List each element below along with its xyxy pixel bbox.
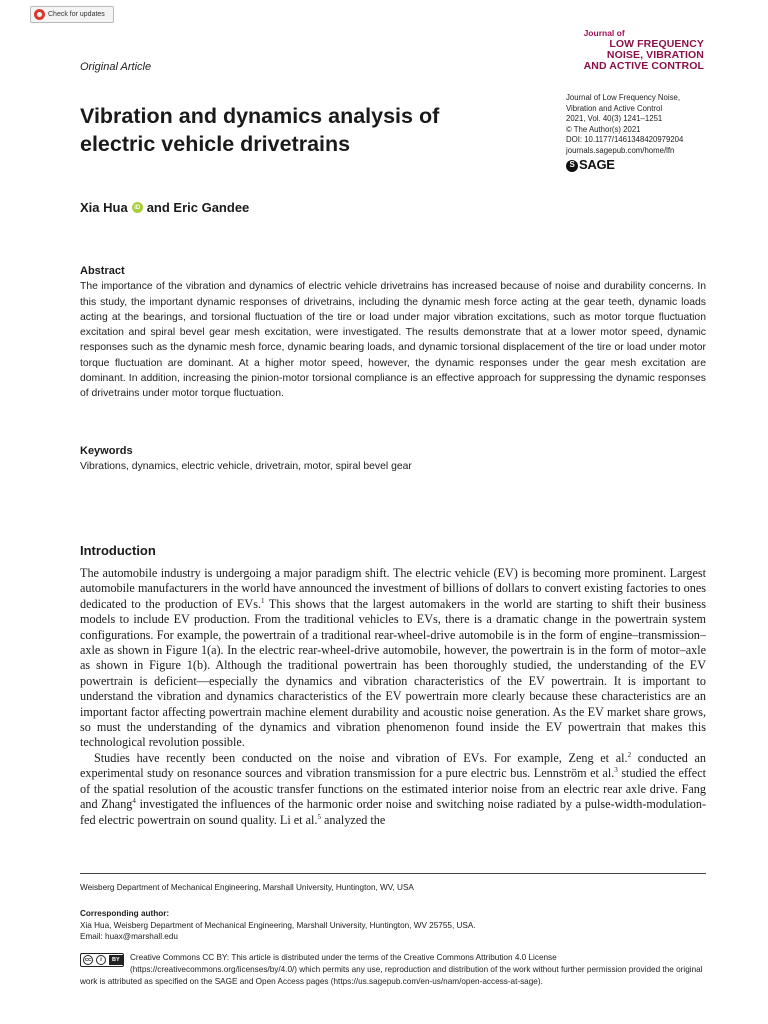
journal-logo-line3: AND ACTIVE CONTROL bbox=[583, 60, 704, 72]
author-coauthor: and Eric Gandee bbox=[146, 200, 250, 215]
journal-info-doi[interactable]: DOI: 10.1177/1461348420979204 bbox=[566, 135, 684, 145]
license-notice bbox=[80, 952, 706, 989]
license-text: Creative Commons CC BY: This article is distributed under the terms of the Creative Commons Attribution 4.0 License (https://creativecommons.org/licenses/by/4.0/) which permits any use, reproduction and distribution of the work without further permission provided the original work is attributed as specified on the SAGE and Open Access pages (https://us.sagepub.com/en-us/nam/open-access-at-sage). bbox=[80, 953, 703, 987]
journal-logo-line1: LOW FREQUENCY bbox=[609, 38, 704, 50]
journal-info-line4: © The Author(s) 2021 bbox=[566, 124, 641, 134]
sage-wordmark: SAGE bbox=[579, 157, 615, 173]
abstract-heading: Abstract bbox=[80, 265, 125, 277]
affiliation: Weisberg Department of Mechanical Engineering, Marshall University, Huntington, WV, USA bbox=[80, 883, 414, 892]
citation-ref[interactable]: 5 bbox=[317, 812, 321, 821]
cc-by-label: BY bbox=[109, 955, 123, 965]
cc-icon: cc bbox=[83, 955, 93, 965]
intro-paragraph bbox=[80, 566, 706, 751]
citation-ref[interactable]: 3 bbox=[614, 766, 618, 775]
author-line bbox=[80, 200, 249, 215]
introduction-heading: Introduction bbox=[80, 543, 156, 558]
journal-logo bbox=[584, 28, 704, 72]
intro-paragraph bbox=[80, 751, 706, 828]
journal-info-line3: 2021, Vol. 40(3) 1241–1251 bbox=[566, 114, 663, 124]
keywords-heading: Keywords bbox=[80, 445, 133, 457]
author-name: Xia Hua bbox=[80, 200, 128, 215]
attribution-icon: i bbox=[96, 955, 106, 965]
keywords-section bbox=[80, 444, 706, 474]
citation-ref[interactable]: 2 bbox=[627, 750, 632, 759]
article-title: Vibration and dynamics analysis of electric vehicle drivetrains bbox=[80, 104, 440, 156]
journal-info-line2: Vibration and Active Control bbox=[566, 103, 663, 113]
corresponding-email[interactable]: Email: huax@marshall.edu bbox=[80, 932, 178, 941]
abstract-text: The importance of the vibration and dynamics of electric vehicle drivetrains has increased because of noise and durability concerns. In this study, the important dynamic responses of drivetrains, including the dynamic mesh force acting at the gear teeth, dynamic loads acting at the bearings, and torsional fluctuation of the tire or load under major vibration excitations, such as motor torque fluctuation excitation and spiral bevel gear mesh excitation, were investigated. The results demonstrate that at a lower motor speed, dynamic responses such as the dynamic mesh force, dynamic bearing loads, and dynamic torsional displacement of the tire or load under motor torque fluctuation are dominant. At a higher motor speed, however, the dynamic responses under the gear mesh excitation are dominant. In addition, increasing the pinion-motor torsional compliance is an effective approach for suppressing the dynamic responses of drivetrains under motor torque fluctuation. bbox=[80, 281, 706, 400]
check-updates-label: Check for updates bbox=[48, 11, 105, 18]
intro-text: investigated the influences of the harmonic order noise and switching noise radiated by a pulse-width-modulation-fed electric powertrain on sound quality. Li et al. bbox=[80, 797, 707, 827]
citation-ref[interactable]: 4 bbox=[132, 797, 136, 806]
journal-info-url[interactable]: journals.sagepub.com/home/lfn bbox=[566, 145, 675, 155]
intro-text: The automobile industry is undergoing a major paradigm shift. The electric vehicle (EV) is becoming more prominent. Largest automobile manufacturers in the world have announced the investment of billions of dollars to convert existing factories to ones dedicated to the production of EVs. bbox=[80, 566, 706, 611]
sage-logo bbox=[566, 157, 726, 173]
corresponding-address: Xia Hua, Weisberg Department of Mechanical Engineering, Marshall University, Huntington, WV 25755, USA. bbox=[80, 920, 476, 930]
corresponding-author bbox=[80, 908, 706, 943]
sage-s-icon: S bbox=[566, 160, 578, 172]
journal-info bbox=[566, 93, 726, 172]
intro-text: Studies have recently been conducted on the noise and vibration of EVs. For example, Zeng et al. bbox=[94, 750, 628, 765]
journal-logo-line2: NOISE, VIBRATION bbox=[606, 49, 704, 61]
introduction-body bbox=[80, 566, 706, 828]
citation-ref[interactable]: 1 bbox=[261, 596, 265, 605]
abstract-section bbox=[80, 264, 706, 402]
check-for-updates-badge[interactable] bbox=[30, 6, 114, 23]
cc-by-badge-icon[interactable] bbox=[80, 953, 124, 967]
corresponding-heading: Corresponding author: bbox=[80, 909, 170, 918]
intro-text: studied the effect of the spatial resolution of the acoustic transfer functions on the estimated interior noise from an electric rear axle drive. Fang and Zhang bbox=[80, 766, 706, 812]
keywords-text: Vibrations, dynamics, electric vehicle, drivetrain, motor, spiral bevel gear bbox=[80, 461, 412, 472]
intro-text: analyzed the bbox=[320, 812, 386, 827]
orcid-icon[interactable]: iD bbox=[132, 202, 143, 213]
intro-text: This shows that the largest automakers in the world are starting to shift their business models to include EV production. From the traditional vehicles to EVs, there is a dramatic change in the powertrain system configurations. For example, the powertrain of a traditional rear-wheel-drive automobile is in the form of engine–transmission–axle as shown in Figure 1(a). In the electric rear-wheel-drive automobile, however, the powertrain is in the form of motor–axle as shown in Figure 1(b). Although the traditional powertrain has been thoroughly studied, the understanding of the EV powertrain is deficient—especially the dynamics and vibration characteristics of the EV powertrain. It is important to understand the vibration and dynamics characteristics of the EV powertrain more clearly because these characteristics are an important factor affecting powertrain machine element durability and acoustic noise generation. As the EV market share grows, so must the understanding of the dynamics and vibration phenomenon found inside the EV powertrain that makes this technological revolution possible. bbox=[80, 596, 706, 750]
article-type: Original Article bbox=[80, 61, 152, 73]
check-updates-icon bbox=[34, 9, 45, 20]
intro-text: conducted an experimental study on resonance sources and vibration transmission for a pure electric bus. Lennström et al. bbox=[80, 750, 706, 781]
journal-logo-of: Journal of bbox=[583, 28, 625, 38]
journal-info-line1: Journal of Low Frequency Noise, bbox=[566, 93, 680, 102]
footer-divider bbox=[80, 873, 706, 874]
